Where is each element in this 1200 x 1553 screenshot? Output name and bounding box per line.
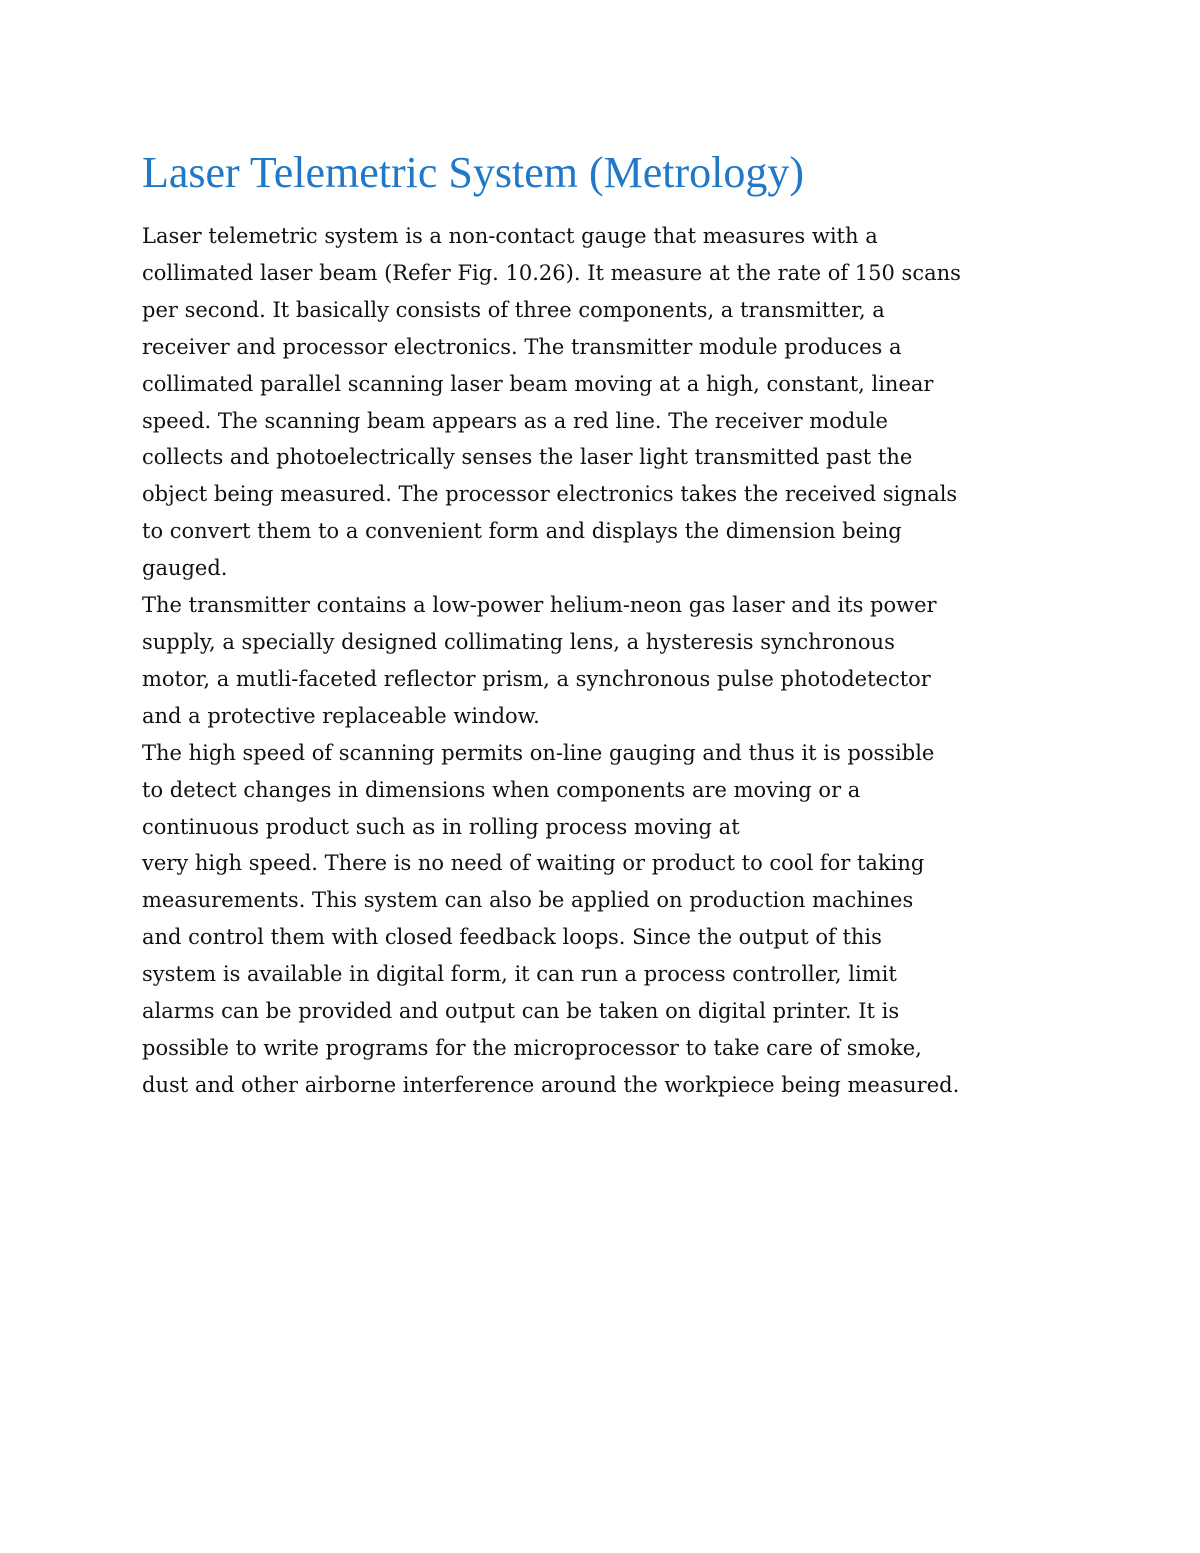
text-line: collimated parallel scanning laser beam moving at a high, constant, linear	[142, 371, 934, 396]
text-line: and control them with closed feedback loops. Since the output of this	[142, 925, 882, 950]
text-line: collimated laser beam (Refer Fig. 10.26). It measure at the rate of 150 scans	[142, 260, 961, 285]
text-line: Laser telemetric system is a non-contact gauge that measures with a	[142, 224, 878, 248]
text-line: to detect changes in dimensions when components are moving or a	[142, 777, 861, 802]
document-body	[142, 218, 1102, 1104]
text-line: gauged.	[142, 556, 228, 581]
text-line: system is available in digital form, it can run a process controller, limit	[142, 962, 897, 987]
text-line: alarms can be provided and output can be taken on digital printer. It is	[142, 999, 900, 1024]
text-line: possible to write programs for the microprocessor to take care of smoke,	[142, 1035, 922, 1060]
text-line: The transmitter contains a low-power helium-neon gas laser and its power	[142, 593, 937, 618]
text-line: dust and other airborne interference around the workpiece being measured.	[142, 1072, 960, 1097]
text-line: to convert them to a convenient form and displays the dimension being	[142, 519, 902, 544]
text-line: very high speed. There is no need of waiting or product to cool for taking	[142, 851, 925, 876]
text-line: collects and photoelectrically senses the laser light transmitted past the	[142, 445, 913, 470]
text-line: motor, a mutli-faceted reflector prism, a synchronous pulse photodetector	[142, 666, 931, 691]
text-line: per second. It basically consists of three components, a transmitter, a	[142, 297, 885, 322]
text-line: and a protective replaceable window.	[142, 703, 540, 728]
text-line: measurements. This system can also be applied on production machines	[142, 888, 914, 913]
text-line: object being measured. The processor electronics takes the received signals	[142, 482, 958, 507]
text-line: The high speed of scanning permits on-line gauging and thus it is possible	[142, 740, 935, 765]
document-title: Laser Telemetric System (Metrology)	[142, 148, 805, 197]
text-line: continuous product such as in rolling process moving at	[142, 814, 740, 839]
text-line: speed. The scanning beam appears as a red line. The receiver module	[142, 408, 888, 433]
text-line: supply, a specially designed collimating lens, a hysteresis synchronous	[142, 629, 895, 654]
text-line: receiver and processor electronics. The transmitter module produces a	[142, 334, 902, 359]
